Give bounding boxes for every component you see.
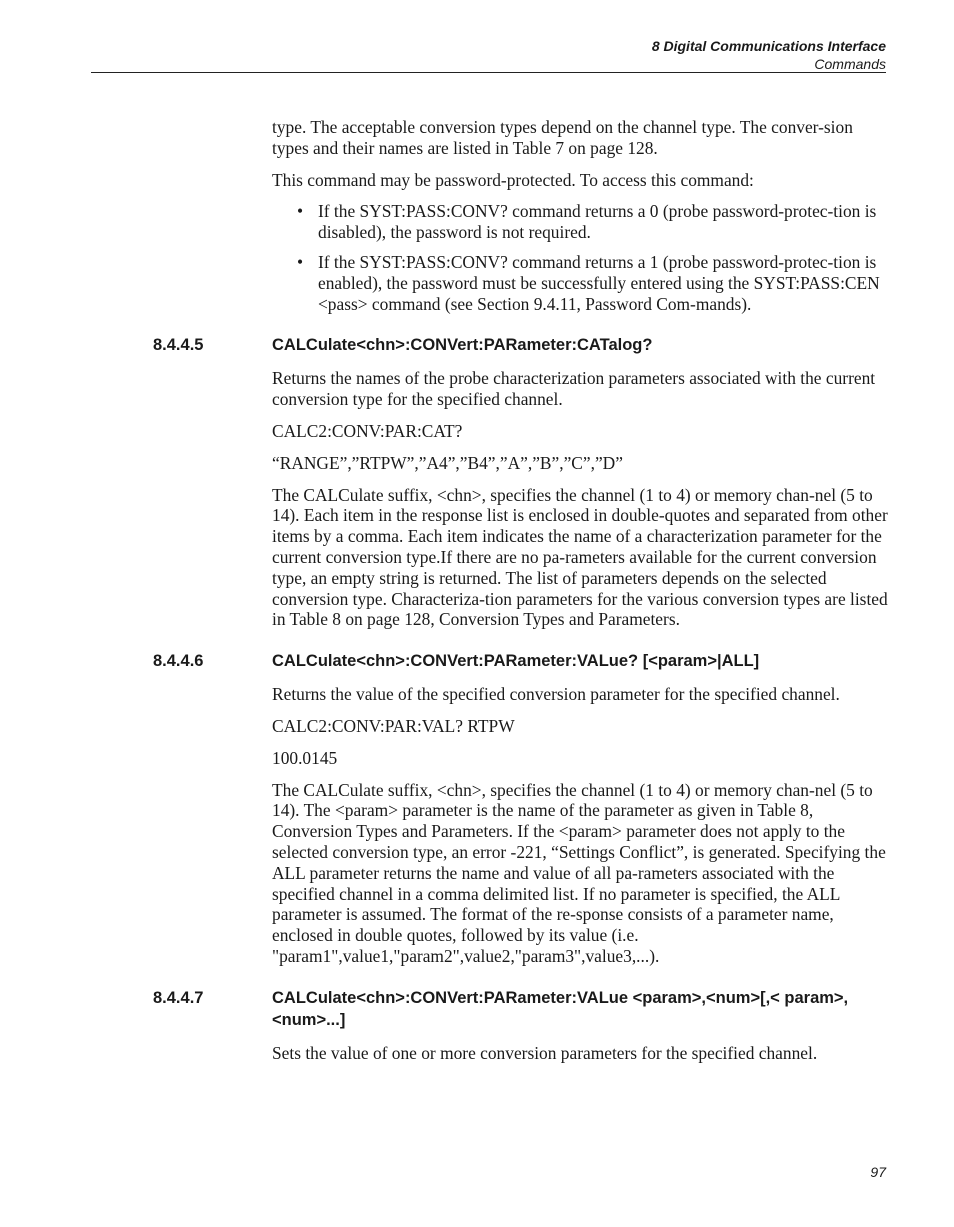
section-heading-8-4-4-6 — [153, 650, 888, 672]
intro-paragraph: type. The acceptable conversion types depend on the channel type. The conver-sion types and their names are listed in Table 7 on page 128. — [272, 117, 853, 158]
section-number: 8.4.4.7 — [153, 988, 204, 1007]
chapter-title: 8 Digital Communications Interface — [651, 38, 886, 54]
section-description: Sets the value of one or more conversion parameters for the specified channel. — [272, 1042, 818, 1063]
bullet-item: • If the SYST:PASS:CONV? command returns a 0 (probe password-protec-tion is disabled), the password is not required. — [297, 201, 877, 243]
example-response: 100.0145 — [272, 747, 338, 768]
password-note: This command may be password-protected. To access this command: — [272, 169, 754, 190]
section-title: Commands — [814, 56, 886, 72]
section-heading-8-4-4-5 — [153, 334, 888, 356]
section-title: CALCulate<chn>:CONVert:PARameter:CATalog? — [272, 336, 653, 355]
section-heading-8-4-4-7 — [153, 987, 888, 1031]
page-body — [153, 117, 888, 1075]
section-number: 8.4.4.5 — [153, 336, 204, 355]
bullet-icon: • — [297, 201, 304, 222]
section-title: CALCulate<chn>:CONVert:PARameter:VALue? [<param>|ALL] — [272, 652, 760, 671]
example-response: “RANGE”,”RTPW”,”A4”,”B4”,”A”,”B”,”C”,”D” — [272, 452, 623, 473]
section-body: The CALCulate suffix, <chn>, specifies the channel (1 to 4) or memory chan-nel (5 to 14). The <param> parameter is the name of the parameter as given in Table 8, Conversion Types and Parameters. If the <param> parameter does not apply to the selected conversion type, an error -221, “Settings Conflict”, is generated. Specifying the ALL parameter returns the name and value of all pa-rameters associated with the specified channel in a comma delimited list. If no parameter is specified, the ALL parameter is assumed. The format of the re-sponse consists of a parameter name, enclosed in double quotes, followed by its value (i.e. "param1",value1,"param2",value2,"param3",value3,...). — [272, 779, 886, 966]
section-number: 8.4.4.6 — [153, 652, 204, 671]
section-body: The CALCulate suffix, <chn>, specifies the channel (1 to 4) or memory chan-nel (5 to 14). Each item in the response list is enclosed in double-quotes and separated from other items by a comma. Each item indicates the name of a characterization parameter for the current conversion type.If there are no pa-rameters available for the current conversion type, an empty string is returned. The list of parameters depends on the selected conversion type. Characteriza-tion parameters for the various conversion types are listed in Table 8 on page 128, Conversion Types and Parameters. — [272, 484, 888, 630]
bullet-list — [272, 201, 888, 314]
example-command: CALC2:CONV:PAR:CAT? — [272, 420, 463, 441]
section-title: CALCulate<chn>:CONVert:PARameter:VALue <param>,<num>[,< param>,<num>...] — [272, 988, 849, 1029]
header-rule — [91, 72, 886, 73]
section-description: Returns the value of the specified conversion parameter for the specified channel. — [272, 684, 840, 705]
bullet-icon: • — [297, 251, 304, 272]
running-header — [652, 37, 886, 73]
example-command: CALC2:CONV:PAR:VAL? RTPW — [272, 715, 515, 736]
section-description: Returns the names of the probe characterization parameters associated with the current conversion type for the specified channel. — [272, 368, 876, 410]
page-number: 97 — [870, 1164, 886, 1180]
bullet-item: • If the SYST:PASS:CONV? command returns a 1 (probe password-protec-tion is enabled), the password must be successfully entered using the SYST:PASS:CEN <pass> command (see Section 9.4.11, Password Com-mands). — [297, 251, 880, 314]
